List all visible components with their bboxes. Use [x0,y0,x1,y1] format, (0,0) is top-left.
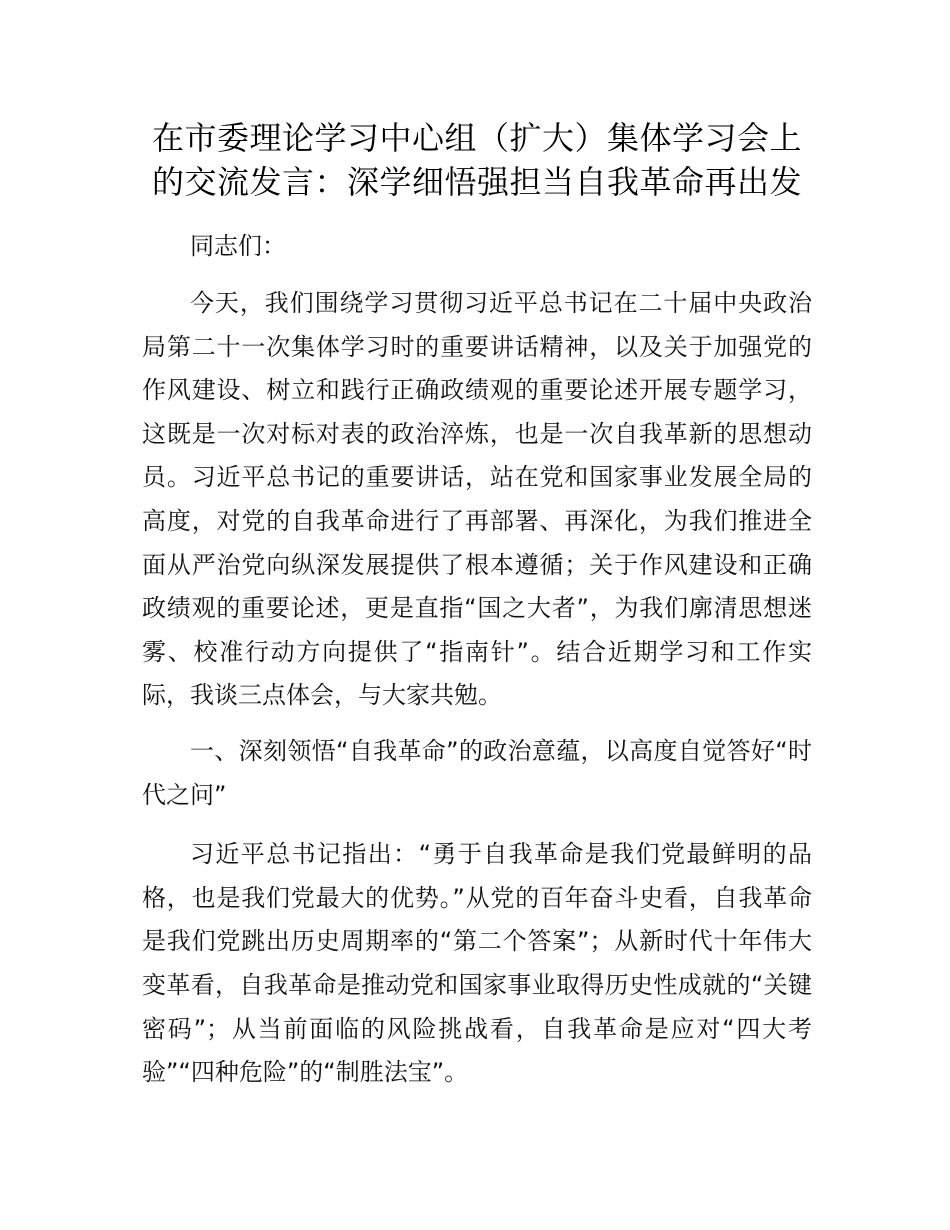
section-heading-one: 一、深刻领悟“自我革命”的政治意蕴，以高度自觉答好“时代之问” [142,736,812,809]
document-title: 在市委理论学习中心组（扩大）集体学习会上的交流发言：深学细悟强担当自我革命再出发 [151,119,802,201]
document-page [142,116,812,1095]
paragraph-intro: 今天，我们围绕学习贯彻习近平总书记在二十届中央政治局第二十一次集体学习时的重要讲话精神，以及关于加强党的作风建设、树立和践行正确政绩观的重要论述开展专题学习，这既是一次对标对表的政治淬炼，也是一次自我革新的思想动员。习近平总书记的重要讲话，站在党和国家事业发展全局的高度，对党的自我革命进行了再部署、再深化，为我们推进全面从严治党向纵深发展提供了根本遵循；关于作风建设和正确政绩观的重要论述，更是直指“国之大者”，为我们廓清思想迷雾、校准行动方向提供了“指南针”。结合近期学习和工作实际，我谈三点体会，与大家共勉。 [142,289,812,710]
paragraph-self-revolution: 习近平总书记指出：“勇于自我革命是我们党最鲜明的品格，也是我们党最大的优势。”从党的百年奋斗史看，自我革命是我们党跳出历史周期率的“第二个答案”；从新时代十年伟大变革看，自我革命是推动党和国家事业取得历史性成就的“关键密码”；从当前面临的风险挑战看，自我革命是应对“四大考验”“四种危险”的“制胜法宝”。 [142,840,812,1087]
salutation: 同志们： [190,232,286,260]
